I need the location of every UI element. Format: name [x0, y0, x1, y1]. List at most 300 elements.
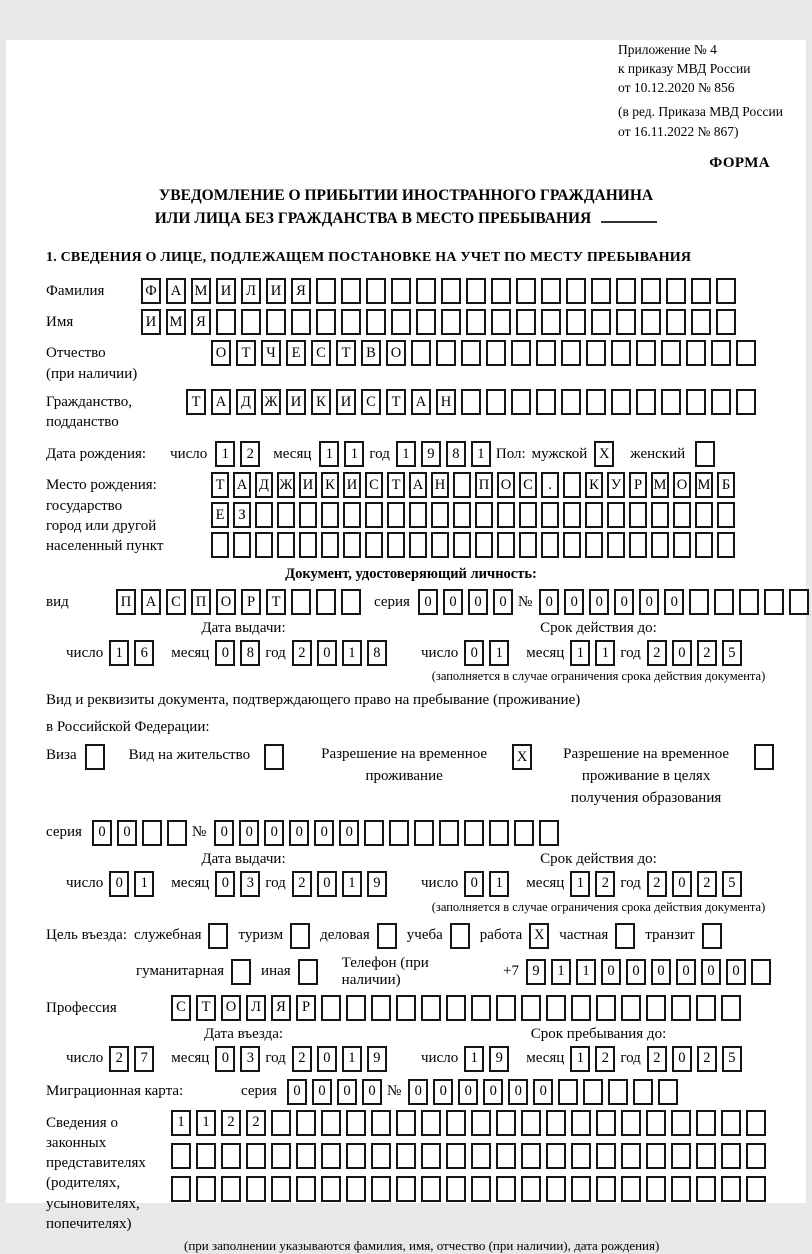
char-cell[interactable]	[539, 820, 559, 846]
char-cell[interactable]	[475, 502, 493, 528]
char-cell[interactable]	[691, 309, 711, 335]
char-cell[interactable]: Б	[717, 472, 735, 498]
char-cell[interactable]: П	[191, 589, 211, 615]
char-cell[interactable]	[255, 532, 273, 558]
char-cell[interactable]	[596, 1110, 616, 1136]
char-cell[interactable]	[596, 1143, 616, 1169]
char-cell[interactable]: И	[343, 472, 361, 498]
char-cell[interactable]: Т	[387, 472, 405, 498]
char-cell[interactable]: 1	[342, 640, 362, 666]
char-cell[interactable]: С	[311, 340, 331, 366]
char-cell[interactable]	[266, 309, 286, 335]
char-cell[interactable]	[571, 1110, 591, 1136]
char-cell[interactable]	[563, 472, 581, 498]
char-cell[interactable]: 2	[221, 1110, 241, 1136]
char-cell[interactable]	[641, 309, 661, 335]
char-cell[interactable]	[616, 278, 636, 304]
char-cell[interactable]: Н	[431, 472, 449, 498]
char-cell[interactable]: 8	[446, 441, 466, 467]
checkbox-cell[interactable]	[615, 923, 635, 949]
char-cell[interactable]	[446, 995, 466, 1021]
char-cell[interactable]: 9	[367, 871, 387, 897]
char-cell[interactable]	[271, 1143, 291, 1169]
char-cell[interactable]: 1	[570, 871, 590, 897]
char-cell[interactable]	[471, 995, 491, 1021]
char-cell[interactable]	[673, 532, 691, 558]
char-cell[interactable]: 8	[240, 640, 260, 666]
char-cell[interactable]: 2	[292, 640, 312, 666]
char-cell[interactable]	[316, 589, 336, 615]
char-cell[interactable]: 2	[697, 871, 717, 897]
char-cell[interactable]	[596, 1176, 616, 1202]
char-cell[interactable]: О	[497, 472, 515, 498]
char-cell[interactable]	[585, 502, 603, 528]
char-cell[interactable]	[171, 1176, 191, 1202]
char-cell[interactable]	[716, 309, 736, 335]
char-cell[interactable]: 5	[722, 640, 742, 666]
char-cell[interactable]	[496, 1110, 516, 1136]
char-cell[interactable]	[496, 1176, 516, 1202]
char-cell[interactable]	[196, 1176, 216, 1202]
char-cell[interactable]	[571, 1143, 591, 1169]
checkbox-cell[interactable]: X	[594, 441, 614, 467]
char-cell[interactable]	[721, 1176, 741, 1202]
char-cell[interactable]	[646, 1110, 666, 1136]
char-cell[interactable]: Ч	[261, 340, 281, 366]
char-cell[interactable]: Р	[296, 995, 316, 1021]
char-cell[interactable]	[366, 278, 386, 304]
char-cell[interactable]	[566, 309, 586, 335]
checkbox-cell[interactable]	[298, 959, 318, 985]
char-cell[interactable]	[343, 502, 361, 528]
char-cell[interactable]: А	[141, 589, 161, 615]
char-cell[interactable]: 1	[595, 640, 615, 666]
char-cell[interactable]: 1	[109, 640, 129, 666]
char-cell[interactable]	[711, 340, 731, 366]
char-cell[interactable]: 0	[533, 1079, 553, 1105]
char-cell[interactable]	[563, 532, 581, 558]
char-cell[interactable]: З	[233, 502, 251, 528]
char-cell[interactable]: 0	[464, 640, 484, 666]
char-cell[interactable]	[511, 340, 531, 366]
char-cell[interactable]: 1	[570, 1046, 590, 1072]
char-cell[interactable]	[671, 1110, 691, 1136]
char-cell[interactable]: В	[361, 340, 381, 366]
char-cell[interactable]	[546, 995, 566, 1021]
char-cell[interactable]: 0	[672, 1046, 692, 1072]
char-cell[interactable]	[621, 1143, 641, 1169]
char-cell[interactable]: Н	[436, 389, 456, 415]
char-cell[interactable]: А	[211, 389, 231, 415]
char-cell[interactable]: 1	[471, 441, 491, 467]
char-cell[interactable]: О	[221, 995, 241, 1021]
char-cell[interactable]	[739, 589, 759, 615]
char-cell[interactable]	[453, 472, 471, 498]
char-cell[interactable]	[666, 309, 686, 335]
char-cell[interactable]: Е	[211, 502, 229, 528]
char-cell[interactable]: К	[321, 472, 339, 498]
char-cell[interactable]	[411, 340, 431, 366]
char-cell[interactable]	[566, 278, 586, 304]
char-cell[interactable]: 0	[317, 871, 337, 897]
char-cell[interactable]: Е	[286, 340, 306, 366]
char-cell[interactable]: 2	[647, 871, 667, 897]
char-cell[interactable]	[221, 1176, 241, 1202]
char-cell[interactable]	[486, 389, 506, 415]
char-cell[interactable]	[514, 820, 534, 846]
char-cell[interactable]	[416, 309, 436, 335]
char-cell[interactable]	[629, 502, 647, 528]
char-cell[interactable]	[673, 502, 691, 528]
char-cell[interactable]: 9	[421, 441, 441, 467]
char-cell[interactable]: С	[171, 995, 191, 1021]
char-cell[interactable]: 0	[639, 589, 659, 615]
char-cell[interactable]	[671, 1176, 691, 1202]
char-cell[interactable]	[536, 389, 556, 415]
char-cell[interactable]	[686, 389, 706, 415]
char-cell[interactable]	[521, 1176, 541, 1202]
checkbox-cell[interactable]	[264, 744, 284, 770]
char-cell[interactable]	[546, 1110, 566, 1136]
char-cell[interactable]: 1	[134, 871, 154, 897]
char-cell[interactable]	[646, 1176, 666, 1202]
char-cell[interactable]	[453, 502, 471, 528]
char-cell[interactable]	[633, 1079, 653, 1105]
char-cell[interactable]	[391, 309, 411, 335]
char-cell[interactable]	[246, 1143, 266, 1169]
char-cell[interactable]	[746, 1143, 766, 1169]
char-cell[interactable]: 0	[314, 820, 334, 846]
char-cell[interactable]	[464, 820, 484, 846]
char-cell[interactable]	[387, 502, 405, 528]
char-cell[interactable]	[521, 995, 541, 1021]
char-cell[interactable]: 6	[134, 640, 154, 666]
char-cell[interactable]: 0	[264, 820, 284, 846]
char-cell[interactable]: 1	[570, 640, 590, 666]
char-cell[interactable]: 2	[292, 1046, 312, 1072]
char-cell[interactable]: Т	[386, 389, 406, 415]
checkbox-cell[interactable]	[695, 441, 715, 467]
char-cell[interactable]: 0	[589, 589, 609, 615]
char-cell[interactable]: 0	[337, 1079, 357, 1105]
char-cell[interactable]	[561, 389, 581, 415]
char-cell[interactable]: 0	[317, 1046, 337, 1072]
char-cell[interactable]: К	[311, 389, 331, 415]
char-cell[interactable]	[541, 309, 561, 335]
char-cell[interactable]: Я	[291, 278, 311, 304]
checkbox-cell[interactable]	[231, 959, 251, 985]
char-cell[interactable]	[396, 995, 416, 1021]
char-cell[interactable]: С	[361, 389, 381, 415]
char-cell[interactable]	[416, 278, 436, 304]
char-cell[interactable]: А	[409, 472, 427, 498]
char-cell[interactable]	[497, 502, 515, 528]
char-cell[interactable]: Ж	[261, 389, 281, 415]
char-cell[interactable]: О	[673, 472, 691, 498]
char-cell[interactable]: 1	[576, 959, 596, 985]
char-cell[interactable]	[591, 278, 611, 304]
char-cell[interactable]	[516, 309, 536, 335]
char-cell[interactable]: 8	[367, 640, 387, 666]
char-cell[interactable]	[721, 995, 741, 1021]
char-cell[interactable]: П	[475, 472, 493, 498]
char-cell[interactable]: 0	[726, 959, 746, 985]
char-cell[interactable]: 2	[109, 1046, 129, 1072]
char-cell[interactable]	[521, 1110, 541, 1136]
char-cell[interactable]	[717, 502, 735, 528]
char-cell[interactable]	[591, 309, 611, 335]
char-cell[interactable]: 0	[214, 820, 234, 846]
checkbox-cell[interactable]: X	[512, 744, 532, 770]
char-cell[interactable]: М	[695, 472, 713, 498]
char-cell[interactable]: 0	[443, 589, 463, 615]
char-cell[interactable]	[646, 1143, 666, 1169]
char-cell[interactable]	[695, 502, 713, 528]
char-cell[interactable]	[486, 340, 506, 366]
char-cell[interactable]	[751, 959, 771, 985]
char-cell[interactable]: 0	[672, 640, 692, 666]
char-cell[interactable]	[453, 532, 471, 558]
char-cell[interactable]	[496, 1143, 516, 1169]
char-cell[interactable]	[409, 502, 427, 528]
char-cell[interactable]	[466, 278, 486, 304]
char-cell[interactable]	[636, 389, 656, 415]
char-cell[interactable]	[341, 278, 361, 304]
char-cell[interactable]	[611, 389, 631, 415]
char-cell[interactable]	[396, 1110, 416, 1136]
char-cell[interactable]	[541, 278, 561, 304]
char-cell[interactable]: 2	[647, 640, 667, 666]
title-blank-line[interactable]	[601, 209, 657, 223]
char-cell[interactable]	[536, 340, 556, 366]
char-cell[interactable]	[746, 1110, 766, 1136]
char-cell[interactable]	[736, 389, 756, 415]
char-cell[interactable]: А	[233, 472, 251, 498]
char-cell[interactable]: Д	[236, 389, 256, 415]
char-cell[interactable]	[519, 502, 537, 528]
char-cell[interactable]	[296, 1110, 316, 1136]
char-cell[interactable]	[346, 1176, 366, 1202]
char-cell[interactable]	[431, 502, 449, 528]
char-cell[interactable]: 0	[215, 640, 235, 666]
char-cell[interactable]: 0	[339, 820, 359, 846]
char-cell[interactable]	[519, 532, 537, 558]
char-cell[interactable]: 0	[493, 589, 513, 615]
char-cell[interactable]	[391, 278, 411, 304]
char-cell[interactable]: 1	[342, 1046, 362, 1072]
char-cell[interactable]	[221, 1143, 241, 1169]
char-cell[interactable]	[636, 340, 656, 366]
char-cell[interactable]: Я	[191, 309, 211, 335]
char-cell[interactable]: Т	[211, 472, 229, 498]
char-cell[interactable]	[341, 309, 361, 335]
char-cell[interactable]	[365, 532, 383, 558]
char-cell[interactable]: Л	[241, 278, 261, 304]
char-cell[interactable]: 2	[647, 1046, 667, 1072]
char-cell[interactable]: С	[365, 472, 383, 498]
char-cell[interactable]	[658, 1079, 678, 1105]
char-cell[interactable]: 0	[109, 871, 129, 897]
char-cell[interactable]	[142, 820, 162, 846]
char-cell[interactable]: 0	[651, 959, 671, 985]
char-cell[interactable]: 3	[240, 1046, 260, 1072]
char-cell[interactable]	[316, 309, 336, 335]
char-cell[interactable]	[421, 1176, 441, 1202]
char-cell[interactable]	[371, 1176, 391, 1202]
char-cell[interactable]: М	[651, 472, 669, 498]
char-cell[interactable]	[721, 1143, 741, 1169]
char-cell[interactable]: 5	[722, 871, 742, 897]
char-cell[interactable]	[241, 309, 261, 335]
char-cell[interactable]: 7	[134, 1046, 154, 1072]
char-cell[interactable]: И	[266, 278, 286, 304]
char-cell[interactable]	[246, 1176, 266, 1202]
char-cell[interactable]	[277, 502, 295, 528]
char-cell[interactable]: 1	[196, 1110, 216, 1136]
char-cell[interactable]	[641, 278, 661, 304]
char-cell[interactable]: 0	[287, 1079, 307, 1105]
char-cell[interactable]	[651, 502, 669, 528]
char-cell[interactable]	[321, 1176, 341, 1202]
char-cell[interactable]: Д	[255, 472, 273, 498]
char-cell[interactable]	[497, 532, 515, 558]
char-cell[interactable]	[316, 278, 336, 304]
char-cell[interactable]: 1	[342, 871, 362, 897]
char-cell[interactable]	[621, 1110, 641, 1136]
char-cell[interactable]: 0	[468, 589, 488, 615]
char-cell[interactable]	[321, 1110, 341, 1136]
char-cell[interactable]	[321, 1143, 341, 1169]
char-cell[interactable]: 0	[362, 1079, 382, 1105]
char-cell[interactable]: 0	[483, 1079, 503, 1105]
char-cell[interactable]	[277, 532, 295, 558]
char-cell[interactable]	[461, 389, 481, 415]
char-cell[interactable]	[629, 532, 647, 558]
char-cell[interactable]	[661, 340, 681, 366]
char-cell[interactable]: У	[607, 472, 625, 498]
char-cell[interactable]	[671, 1143, 691, 1169]
char-cell[interactable]	[746, 1176, 766, 1202]
char-cell[interactable]: А	[411, 389, 431, 415]
checkbox-cell[interactable]	[85, 744, 105, 770]
char-cell[interactable]	[586, 340, 606, 366]
char-cell[interactable]	[346, 1143, 366, 1169]
char-cell[interactable]: К	[585, 472, 603, 498]
char-cell[interactable]	[296, 1143, 316, 1169]
char-cell[interactable]	[666, 278, 686, 304]
char-cell[interactable]	[516, 278, 536, 304]
char-cell[interactable]	[299, 502, 317, 528]
char-cell[interactable]: 9	[367, 1046, 387, 1072]
char-cell[interactable]	[441, 278, 461, 304]
char-cell[interactable]	[714, 589, 734, 615]
checkbox-cell[interactable]	[450, 923, 470, 949]
char-cell[interactable]	[291, 309, 311, 335]
char-cell[interactable]	[711, 389, 731, 415]
char-cell[interactable]	[366, 309, 386, 335]
char-cell[interactable]: П	[116, 589, 136, 615]
char-cell[interactable]	[583, 1079, 603, 1105]
char-cell[interactable]	[387, 532, 405, 558]
char-cell[interactable]	[167, 820, 187, 846]
char-cell[interactable]: 2	[697, 1046, 717, 1072]
char-cell[interactable]	[196, 1143, 216, 1169]
char-cell[interactable]: 1	[396, 441, 416, 467]
char-cell[interactable]	[563, 502, 581, 528]
char-cell[interactable]	[611, 340, 631, 366]
char-cell[interactable]	[475, 532, 493, 558]
char-cell[interactable]: 0	[433, 1079, 453, 1105]
checkbox-cell[interactable]	[290, 923, 310, 949]
char-cell[interactable]	[421, 1110, 441, 1136]
char-cell[interactable]	[389, 820, 409, 846]
char-cell[interactable]: Р	[241, 589, 261, 615]
char-cell[interactable]: 0	[92, 820, 112, 846]
char-cell[interactable]	[541, 532, 559, 558]
char-cell[interactable]: И	[286, 389, 306, 415]
char-cell[interactable]	[491, 309, 511, 335]
char-cell[interactable]: 1	[551, 959, 571, 985]
char-cell[interactable]	[607, 532, 625, 558]
char-cell[interactable]: 0	[239, 820, 259, 846]
char-cell[interactable]	[365, 502, 383, 528]
char-cell[interactable]	[661, 389, 681, 415]
char-cell[interactable]	[466, 309, 486, 335]
char-cell[interactable]	[421, 995, 441, 1021]
char-cell[interactable]: Ф	[141, 278, 161, 304]
char-cell[interactable]: 0	[508, 1079, 528, 1105]
char-cell[interactable]	[496, 995, 516, 1021]
char-cell[interactable]	[541, 502, 559, 528]
char-cell[interactable]: 1	[464, 1046, 484, 1072]
char-cell[interactable]	[436, 340, 456, 366]
char-cell[interactable]	[616, 309, 636, 335]
char-cell[interactable]: 0	[626, 959, 646, 985]
char-cell[interactable]: 0	[672, 871, 692, 897]
char-cell[interactable]: 1	[215, 441, 235, 467]
char-cell[interactable]	[558, 1079, 578, 1105]
char-cell[interactable]	[446, 1143, 466, 1169]
char-cell[interactable]: 1	[489, 871, 509, 897]
char-cell[interactable]: И	[299, 472, 317, 498]
char-cell[interactable]: М	[166, 309, 186, 335]
char-cell[interactable]	[371, 1110, 391, 1136]
char-cell[interactable]	[346, 995, 366, 1021]
char-cell[interactable]: М	[191, 278, 211, 304]
char-cell[interactable]	[271, 1110, 291, 1136]
char-cell[interactable]: О	[211, 340, 231, 366]
char-cell[interactable]	[671, 995, 691, 1021]
char-cell[interactable]	[371, 995, 391, 1021]
char-cell[interactable]: 2	[240, 441, 260, 467]
char-cell[interactable]: Т	[336, 340, 356, 366]
char-cell[interactable]	[686, 340, 706, 366]
char-cell[interactable]	[396, 1143, 416, 1169]
char-cell[interactable]	[696, 1143, 716, 1169]
char-cell[interactable]	[441, 309, 461, 335]
char-cell[interactable]	[607, 502, 625, 528]
char-cell[interactable]: 0	[289, 820, 309, 846]
char-cell[interactable]	[471, 1143, 491, 1169]
char-cell[interactable]	[321, 995, 341, 1021]
char-cell[interactable]	[414, 820, 434, 846]
char-cell[interactable]: 2	[595, 871, 615, 897]
char-cell[interactable]: 0	[317, 640, 337, 666]
char-cell[interactable]: 0	[664, 589, 684, 615]
checkbox-cell[interactable]	[754, 744, 774, 770]
char-cell[interactable]	[696, 995, 716, 1021]
char-cell[interactable]	[789, 589, 809, 615]
